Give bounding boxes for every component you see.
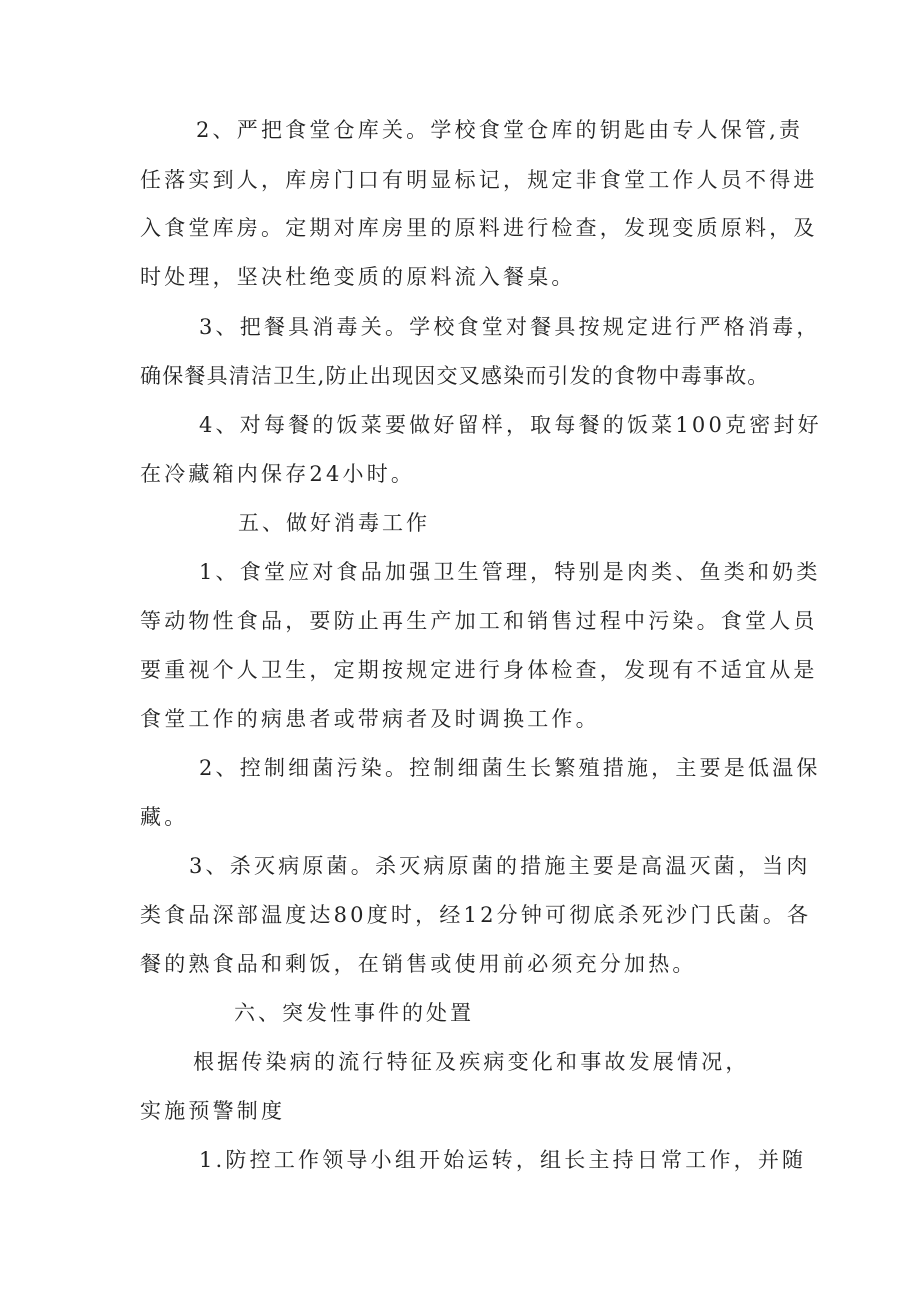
paragraph-line: 入食堂库房。定期对库房里的原料进行检查，发现变质原料，及 [140, 216, 818, 240]
section-heading: 五、做好消毒工作 [238, 511, 430, 535]
paragraph-line: 2、严把食堂仓库关。学校食堂仓库的钥匙由专人保管,责 [196, 118, 804, 142]
paragraph-line: 根据传染病的流行特征及疾病变化和事故发展情况， [193, 1050, 750, 1074]
section-heading: 六、突发性事件的处置 [234, 1001, 474, 1025]
paragraph-line: 藏。 [140, 805, 189, 829]
paragraph-line: 任落实到人，库房门口有明显标记，规定非食堂工作人员不得进 [140, 168, 818, 192]
paragraph-line: 时处理，坚决杜绝变质的原料流入餐桌。 [140, 265, 576, 289]
paragraph-line: 要重视个人卫生，定期按规定进行身体检查，发现有不适宜从是 [140, 658, 818, 682]
paragraph-line: 类食品深部温度达80度时，经12分钟可彻底杀死沙门氏菌。各 [140, 903, 812, 927]
paragraph-line: 1.防控工作领导小组开始运转，组长主持日常工作，并随 [199, 1148, 807, 1172]
paragraph-line: 实施预警制度 [140, 1099, 286, 1123]
paragraph-line: 3、把餐具消毒关。学校食堂对餐具按规定进行严格消毒， [199, 315, 821, 339]
paragraph-line: 食堂工作的病患者或带病者及时调换工作。 [140, 707, 600, 731]
paragraph-line: 在冷藏箱内保存24小时。 [140, 462, 416, 486]
paragraph-line: 4、对每餐的饭菜要做好留样，取每餐的饭菜100克密封好 [199, 413, 822, 437]
paragraph-line: 1、食堂应对食品加强卫生管理，特别是肉类、鱼类和奶类 [199, 560, 821, 584]
paragraph-line: 餐的熟食品和剩饭，在销售或使用前必须充分加热。 [140, 952, 697, 976]
paragraph-line: 2、控制细菌污染。控制细菌生长繁殖措施，主要是低温保 [199, 756, 821, 780]
paragraph-line: 确保餐具清洁卫生,防止出现因交叉感染而引发的食物中毒事故。 [140, 364, 770, 388]
paragraph-line: 等动物性食品，要防止再生产加工和销售过程中污染。食堂人员 [140, 609, 818, 633]
paragraph-line: 3、杀灭病原菌。杀灭病原菌的措施主要是高温灭菌，当肉 [189, 854, 811, 878]
